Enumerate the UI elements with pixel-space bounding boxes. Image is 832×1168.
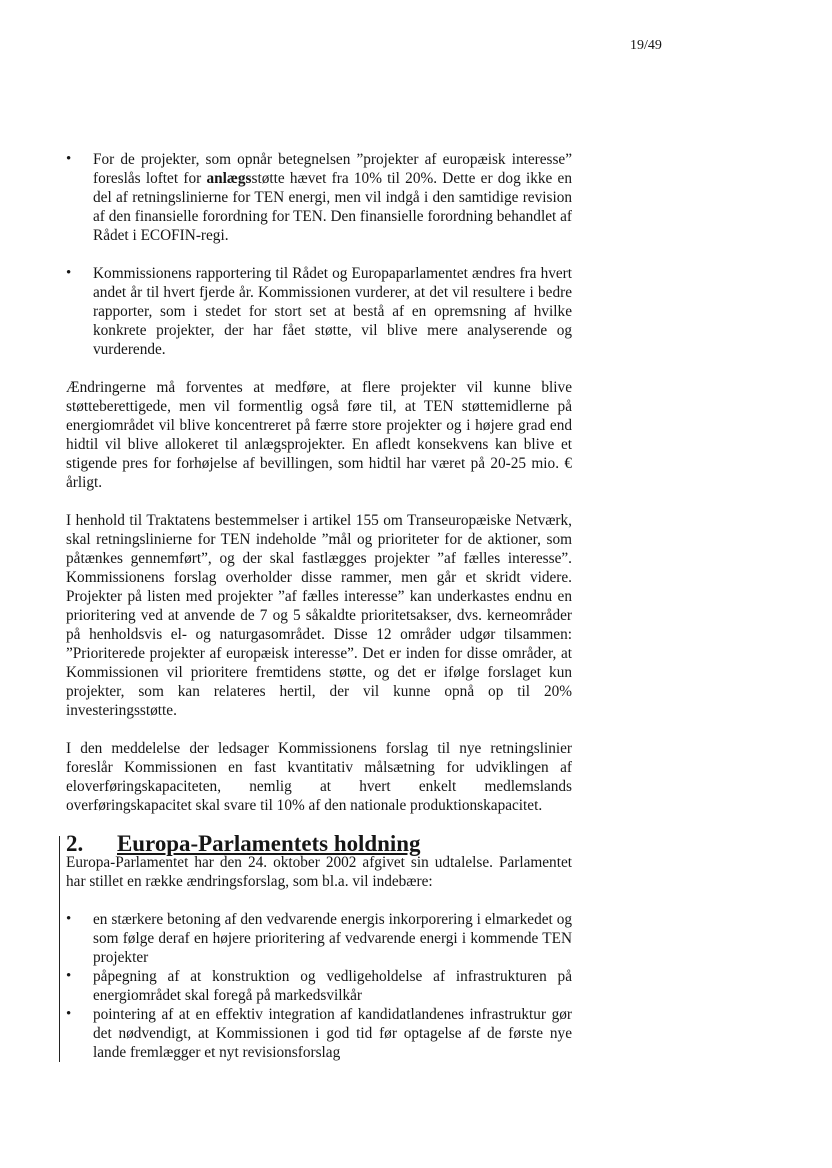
bullet-text-bold: anlægs <box>206 170 252 187</box>
body-paragraph: I den meddelelse der ledsager Kommissionens forslag til nye retningslinier foreslår Kommissionen en fast kvantitativ målsætning for udviklingen af eloverføringskapaciteten, nemlig at hvert enkelt medlemslands overføringskapacitet skal svare til 10% af den nationale produktionskapacitet. <box>66 740 572 814</box>
body-paragraph: Ændringerne må forventes at medføre, at flere projekter vil kunne blive støtteberettigede, men vil formentlig også føre til, at TEN støttemidlerne på energiområdet vil blive koncentreret på færre store projekter og i højere grad end hidtil vil blive allokeret til anlægsprojekter. En afledt konsekvens kan blive et stigende pres for forhøjelse af bevillingen, som hidtil har været på 20-25 mio. € årligt. <box>66 379 572 491</box>
list-item: • en stærkere betoning af den vedvarende energis inkorporering i elmarkedet og som følge deraf en højere prioritering af vedvarende energi i kommende TEN projekter <box>66 910 572 967</box>
section-parliament-position <box>66 831 572 1062</box>
page-number: 19/49 <box>630 38 662 53</box>
section-number: 2. <box>66 831 84 856</box>
document-body <box>66 150 572 1062</box>
bullet-text-start: For de projekter, som opnår betegnelsen ”projekter af europæisk interesse” foreslås loftet for <box>93 151 572 187</box>
proposal-bullet-list <box>66 150 572 359</box>
list-item <box>66 150 572 245</box>
section-title: Europa-Parlamentets holdning <box>117 831 421 856</box>
revision-margin-bar <box>59 836 60 1062</box>
amendment-bullet-list <box>66 910 572 1062</box>
list-item: • Kommissionens rapportering til Rådet og Europaparlamentet ændres fra hvert andet år til hvert fjerde år. Kommissionen vurderer, at det vil resultere i bedre rapporter, som i stedet for stort set at bestå af en opremsning af hvilke konkrete projekter, der har fået støtte, vil blive mere analyserende og vurderende. <box>66 264 572 359</box>
list-item: • påpegning af at konstruktion og vedligeholdelse af infrastrukturen på energiområdet skal foregå på markedsvilkår <box>66 967 572 1005</box>
section-intro: Europa-Parlamentet har den 24. oktober 2002 afgivet sin udtalelse. Parlamentet har stillet en række ændringsforslag, som bl.a. vil indebære: <box>66 854 572 890</box>
bullet-text-end: støtte hævet fra 10% til 20%. Dette er dog ikke en del af retningslinierne for TEN energi, men vil indgå i den samtidige revision af den finansielle forordning for TEN. Den finansielle forordning behandlet af Rådet i ECOFIN-regi. <box>93 170 572 244</box>
section-heading <box>66 831 572 856</box>
list-item: • pointering af at en effektiv integration af kandidatlandenes infrastruktur gør det nødvendigt, at Kommissionen i god tid før optagelse af de første nye lande fremlægger et nyt revisionsforslag <box>66 1005 572 1062</box>
body-paragraph: I henhold til Traktatens bestemmelser i artikel 155 om Transeuropæiske Netværk, skal retningslinierne for TEN indeholde ”mål og prioriteter for de aktioner, som påtænkes gennemført”, og der skal fastlægges projekter ”af fælles interesse”. Kommissionens forslag overholder disse rammer, men går et skridt videre. Projekter på listen med projekter ”af fælles interesse” kan underkastes endnu en prioritering ved at anvende de 7 og 5 såkaldte prioritetsakser, dvs. kerneområder på henholdsvis el- og naturgasområdet. Disse 12 områder udgør tilsammen: ”Prioriterede projekter af europæisk interesse”. Det er inden for disse områder, at Kommissionen vil prioritere fremtidens støtte, og det er ifølge forslaget kun projekter, som kan relateres hertil, der vil kunne opnå op til 20% investeringsstøtte. <box>66 512 572 719</box>
